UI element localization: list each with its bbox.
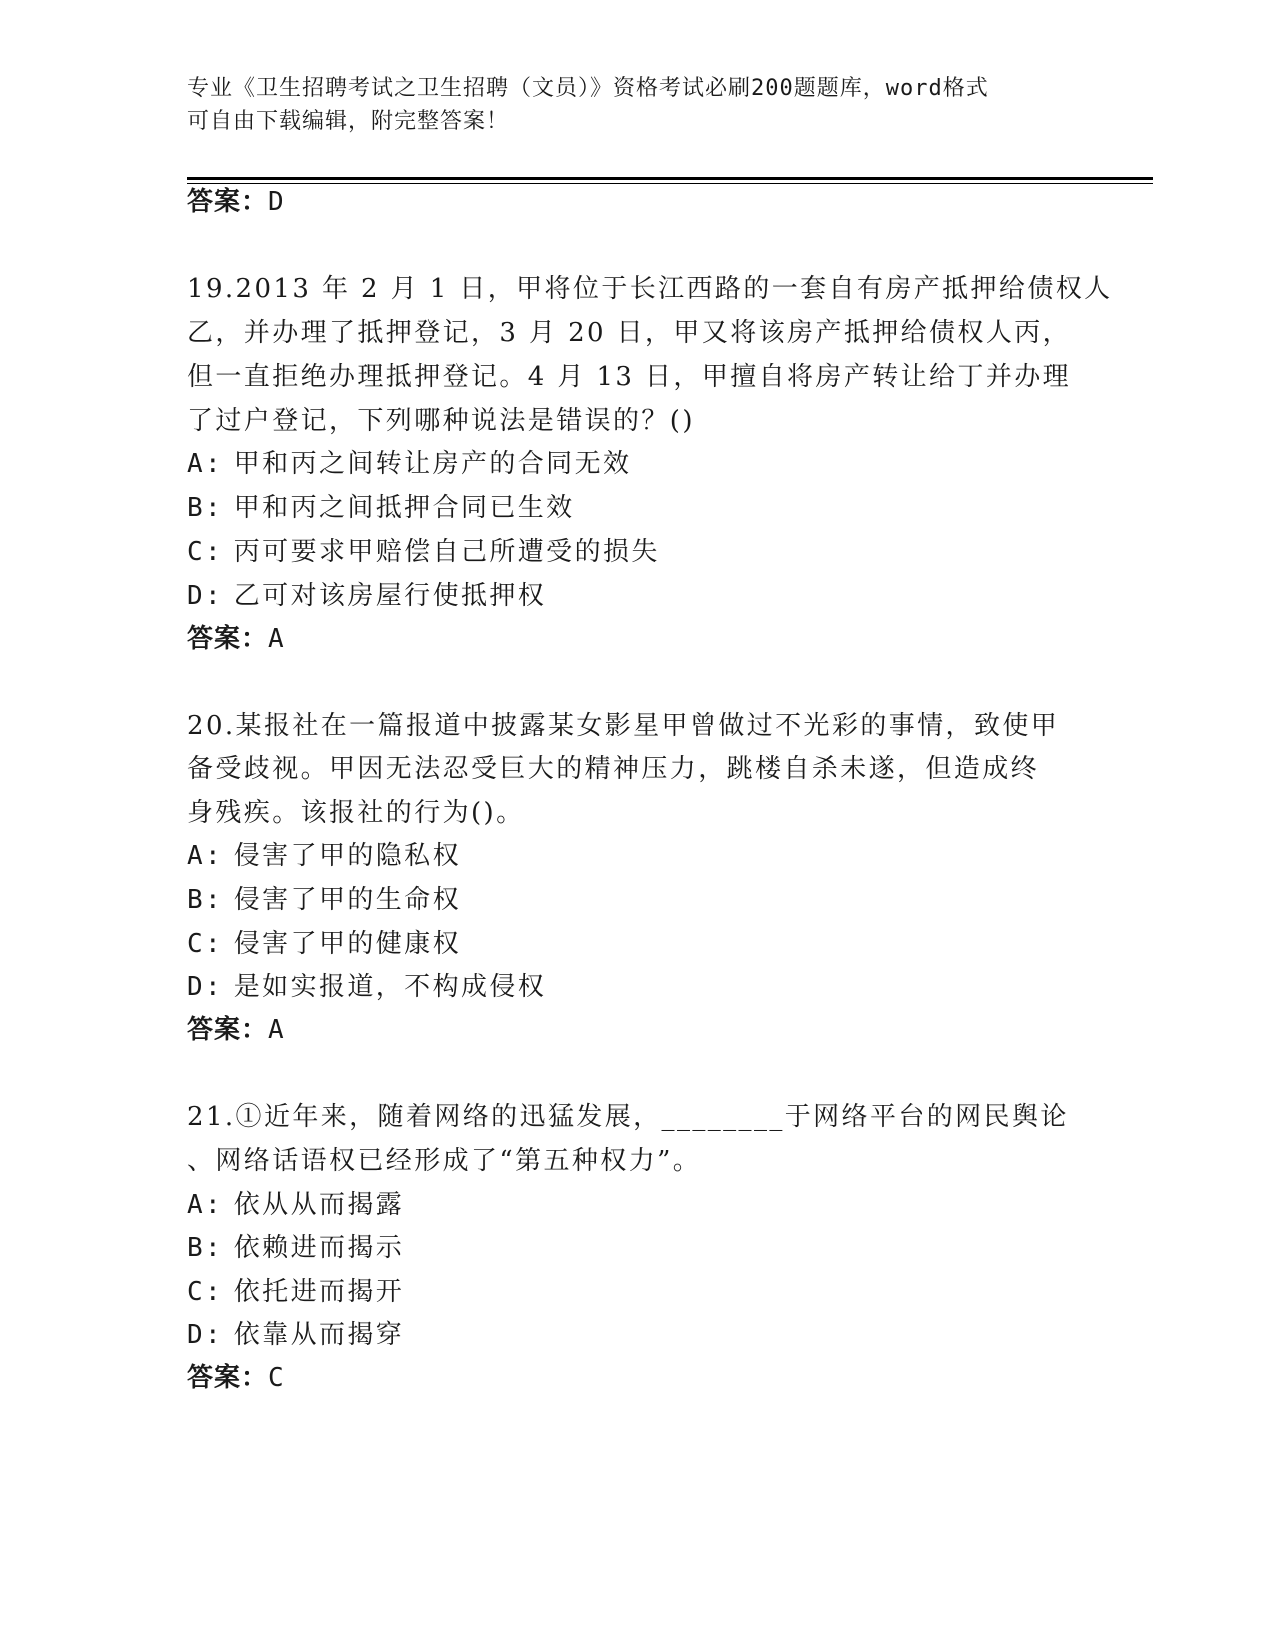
option-key: C: bbox=[187, 537, 224, 567]
prev-answer bbox=[187, 185, 285, 219]
option-key: A: bbox=[187, 449, 224, 479]
question-20-option-b bbox=[187, 883, 461, 917]
header-line-1: 专业《卫生招聘考试之卫生招聘（文员）》资格考试必刷200题题库，word格式 bbox=[187, 76, 989, 101]
option-text: 依托进而揭开 bbox=[233, 1277, 405, 1307]
answer-value: A bbox=[268, 624, 285, 654]
question-19-option-c bbox=[187, 535, 660, 569]
question-21-option-b bbox=[187, 1231, 404, 1265]
option-key: D: bbox=[187, 1320, 224, 1350]
question-19-line-3: 但一直拒绝办理抵押登记。4 月 13 日，甲擅自将房产转让给丁并办理 bbox=[187, 362, 1072, 392]
answer-label: 答案： bbox=[187, 1363, 269, 1393]
question-21-option-a bbox=[187, 1188, 404, 1222]
option-key: C: bbox=[187, 929, 224, 959]
question-19-line-1: 19.2013 年 2 月 1 日，甲将位于长江西路的一套自有房产抵押给债权人 bbox=[187, 274, 1113, 304]
question-20-line-3: 身残疾。该报社的行为()。 bbox=[187, 798, 525, 828]
question-19-option-d bbox=[187, 579, 546, 613]
option-key: B: bbox=[187, 885, 224, 915]
option-text: 丙可要求甲赔偿自己所遭受的损失 bbox=[233, 537, 660, 567]
question-21-line-1: 21.①近年来，随着网络的迅猛发展，________于网络平台的网民舆论 bbox=[187, 1102, 1069, 1132]
header-line-2: 可自由下载编辑，附完整答案！ bbox=[187, 109, 510, 134]
question-20-option-c bbox=[187, 927, 461, 961]
question-19-line-2: 乙，并办理了抵押登记，3 月 20 日，甲又将该房产抵押给债权人丙， bbox=[187, 318, 1072, 348]
question-21-option-c bbox=[187, 1275, 404, 1309]
option-text: 侵害了甲的隐私权 bbox=[233, 841, 461, 871]
option-text: 甲和丙之间抵押合同已生效 bbox=[233, 493, 575, 523]
question-21-line-2: 、网络话语权已经形成了“第五种权力”。 bbox=[187, 1146, 702, 1176]
header-rule-thick bbox=[187, 177, 1153, 180]
option-text: 依靠从而揭穿 bbox=[233, 1320, 405, 1350]
question-20-option-a bbox=[187, 839, 461, 873]
answer-label: 答案： bbox=[187, 187, 269, 217]
question-21-option-d bbox=[187, 1318, 404, 1352]
answer-label: 答案： bbox=[187, 624, 269, 654]
question-21-answer bbox=[187, 1361, 285, 1395]
document-header bbox=[187, 72, 1067, 138]
question-19-option-b bbox=[187, 491, 575, 525]
question-20-line-2: 备受歧视。甲因无法忍受巨大的精神压力，跳楼自杀未遂，但造成终 bbox=[187, 754, 1040, 784]
option-key: C: bbox=[187, 1277, 224, 1307]
option-text: 乙可对该房屋行使抵押权 bbox=[233, 581, 547, 611]
option-text: 依从从而揭露 bbox=[233, 1190, 405, 1220]
question-20-answer bbox=[187, 1013, 285, 1047]
question-19-answer bbox=[187, 622, 285, 656]
option-text: 侵害了甲的健康权 bbox=[233, 929, 461, 959]
option-key: D: bbox=[187, 972, 224, 1002]
question-20-option-d bbox=[187, 970, 546, 1004]
question-19-line-4: 了过户登记，下列哪种说法是错误的？() bbox=[187, 406, 695, 436]
option-key: B: bbox=[187, 1233, 224, 1263]
header-rule-thin bbox=[187, 183, 1153, 184]
option-text: 甲和丙之间转让房产的合同无效 bbox=[233, 449, 632, 479]
answer-label: 答案： bbox=[187, 1015, 269, 1045]
option-text: 依赖进而揭示 bbox=[233, 1233, 405, 1263]
question-20-line-1: 20.某报社在一篇报道中披露某女影星甲曾做过不光彩的事情，致使甲 bbox=[187, 711, 1060, 741]
option-key: D: bbox=[187, 581, 224, 611]
option-key: A: bbox=[187, 1190, 224, 1220]
answer-value: A bbox=[268, 1015, 285, 1045]
answer-value: C bbox=[268, 1363, 285, 1393]
option-text: 侵害了甲的生命权 bbox=[233, 885, 461, 915]
answer-value: D bbox=[268, 187, 285, 217]
question-19-option-a bbox=[187, 447, 631, 481]
option-text: 是如实报道，不构成侵权 bbox=[233, 972, 547, 1002]
option-key: B: bbox=[187, 493, 224, 523]
option-key: A: bbox=[187, 841, 224, 871]
